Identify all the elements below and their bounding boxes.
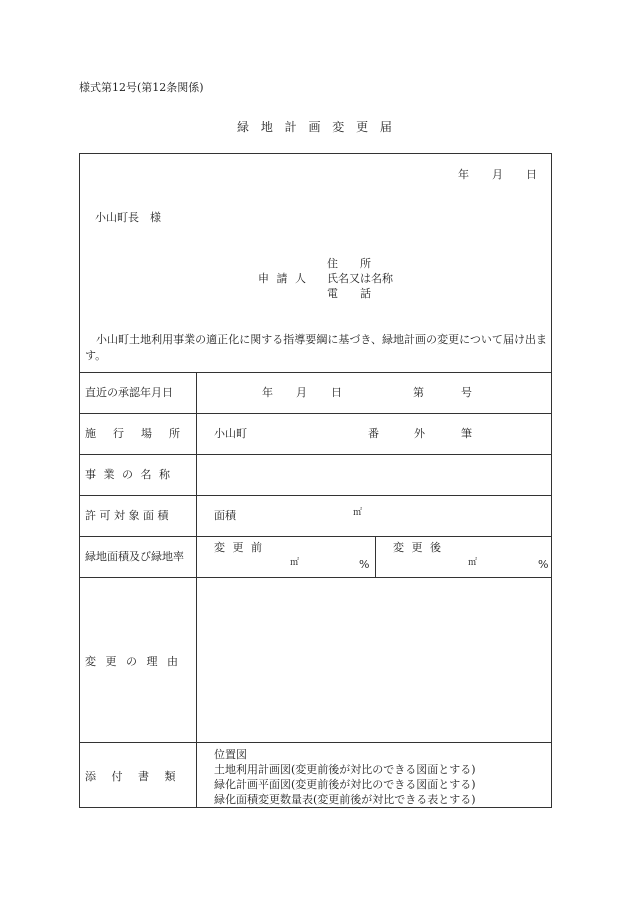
date-day: 日 (526, 168, 537, 181)
approval-date-label: 直近の承認年月日 (85, 386, 173, 399)
date-month: 月 (492, 168, 503, 181)
applicant-label: 申 請 人 (258, 272, 308, 285)
approval-day: 日 (331, 386, 342, 399)
applicant-address-label: 住 所 (327, 257, 371, 270)
before-area-unit: ㎡ (290, 558, 300, 568)
row-divider (80, 495, 551, 496)
body-text-content: 小山町土地利用事業の適正化に関する指導要綱に基づき、緑地計画の変更について届け出ます。 (85, 333, 547, 362)
row-divider (80, 413, 551, 414)
attachments-list (214, 747, 476, 807)
approval-no-suffix: 号 (461, 386, 472, 399)
reason-label: 変 更 の 理 由 (85, 655, 181, 668)
location-label: 施 行 場 所 (85, 427, 183, 440)
approval-no-prefix: 第 (413, 386, 424, 399)
list-item: 位置図 (214, 748, 247, 761)
location-hitsu: 筆 (461, 427, 472, 440)
after-label: 変 更 後 (393, 541, 443, 554)
row-divider (80, 454, 551, 455)
application-form (79, 153, 552, 808)
before-label: 変 更 前 (214, 541, 264, 554)
list-item: 緑化計画平面図(変更前後が対比のできる図面とする) (214, 778, 476, 791)
date-year: 年 (458, 168, 469, 181)
approval-year: 年 (262, 386, 273, 399)
project-name-label: 事 業 の 名 称 (85, 468, 172, 481)
permit-area-field-label: 面積 (214, 509, 236, 522)
before-after-divider (375, 536, 376, 577)
after-area-unit: ㎡ (468, 558, 478, 568)
list-item: 緑化面積変更数量表(変更前後が対比できる表とする) (214, 793, 476, 806)
permit-area-label: 許 可 対 象 面 積 (85, 509, 169, 522)
column-divider (196, 372, 197, 807)
row-divider (80, 372, 551, 373)
applicant-phone-label: 電 話 (327, 287, 371, 300)
list-item: 土地利用計画図(変更前後が対比のできる図面とする) (214, 763, 476, 776)
location-town: 小山町 (214, 427, 247, 440)
applicant-name-label: 氏名又は名称 (327, 272, 393, 285)
row-divider (80, 536, 551, 537)
approval-month: 月 (296, 386, 307, 399)
permit-area-unit: ㎡ (353, 508, 363, 518)
row-divider (80, 577, 551, 578)
attachments-label: 添 付 書 類 (85, 770, 182, 783)
body-text (85, 332, 547, 364)
before-percent-unit: % (359, 558, 370, 571)
location-gai: 外 (414, 427, 425, 440)
form-number: 様式第12号(第12条関係) (79, 81, 204, 94)
row-divider (80, 742, 551, 743)
addressee: 小山町長 様 (95, 211, 161, 224)
green-area-label: 緑地面積及び緑地率 (85, 550, 184, 563)
after-percent-unit: % (538, 558, 549, 571)
document-title: 緑 地 計 画 変 更 届 (237, 120, 396, 134)
location-ban: 番 (368, 427, 379, 440)
